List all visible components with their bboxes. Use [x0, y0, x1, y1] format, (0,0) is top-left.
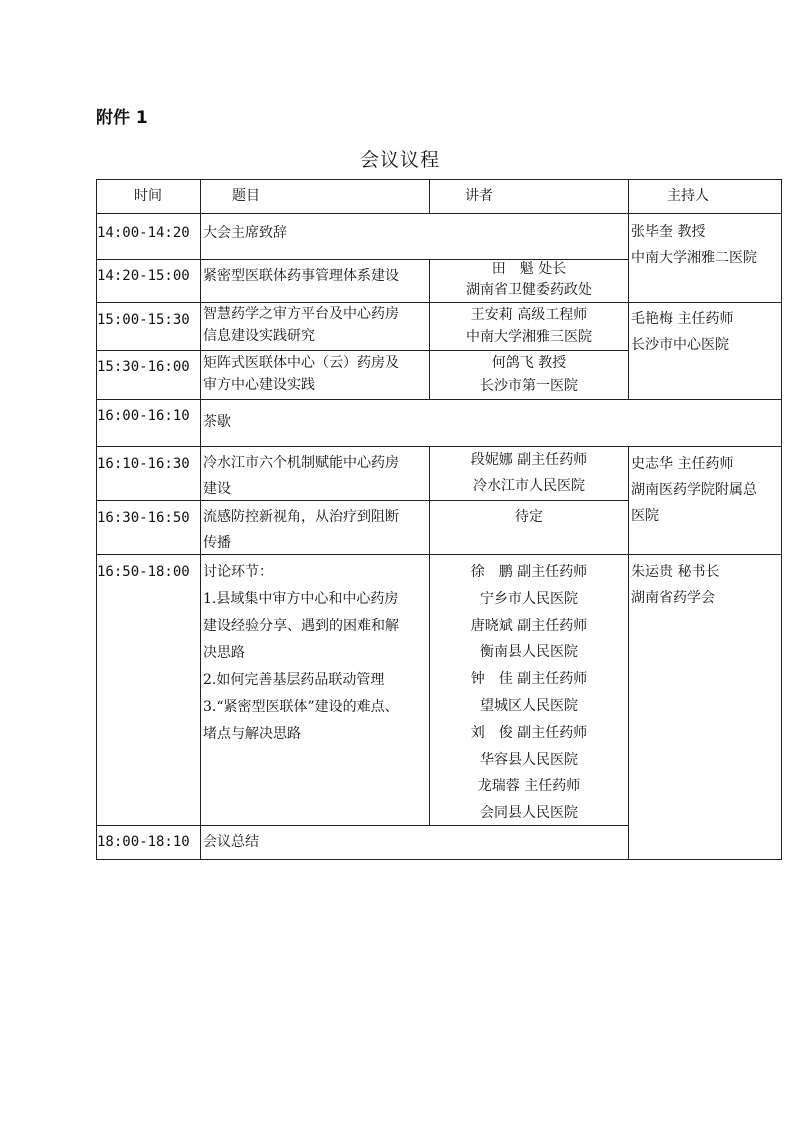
host-line: 毛艳梅 主任药师 [631, 311, 734, 327]
host-line: 湖南省药学会 [631, 590, 715, 606]
speaker-line: 长沙市第一医院 [480, 378, 578, 394]
topic-line: 矩阵式医联体中心（云）药房及 [203, 355, 399, 371]
time-cell: 18:00-18:10 [97, 834, 190, 850]
table-border-top [96, 179, 782, 180]
speaker-line: 唐晓斌 副主任药师 [470, 617, 588, 634]
header-topic: 题目 [232, 188, 260, 204]
host-cell [631, 219, 757, 271]
speaker-line: 钟 佳 副主任药师 [470, 671, 588, 688]
topic-line: 1.县域集中审方中心和中心药房 [203, 591, 399, 607]
host-cell [631, 306, 733, 358]
time-cell: 14:20-15:00 [97, 268, 190, 284]
row-line [96, 350, 629, 351]
topic-line: 建设经验分享、遇到的困难和解 [203, 618, 399, 634]
time-cell: 16:50-18:00 [97, 564, 190, 580]
topic-line: 传播 [203, 535, 231, 551]
attachment-label: 附件 1 [96, 108, 148, 128]
topic-line: 冷水江市六个机制赋能中心药房 [203, 455, 399, 471]
topic-cell: 大会主席致辞 [203, 225, 287, 241]
topic-line: 建设 [203, 481, 231, 497]
topic-cell: 茶歇 [203, 414, 231, 430]
time-cell: 14:00-14:20 [97, 225, 190, 241]
topic-line: 堵点与解决思路 [203, 726, 301, 742]
speaker-cell [429, 304, 629, 348]
header-speaker: 讲者 [465, 188, 493, 204]
topic-cell [203, 352, 399, 396]
host-line: 朱运贵 秘书长 [631, 564, 720, 580]
time-cell: 15:00-15:30 [97, 312, 190, 328]
speaker-line: 衡南县人民医院 [480, 644, 578, 661]
divider-time [200, 179, 201, 860]
row-line [96, 302, 782, 303]
topic-cell: 紧密型医联体药事管理体系建设 [203, 268, 399, 284]
topic-cell [203, 303, 399, 347]
host-line: 张毕奎 教授 [631, 224, 706, 240]
speaker-line: 段妮娜 副主任药师 [470, 452, 588, 468]
speaker-cell [429, 259, 629, 301]
topic-line: 流感防控新视角，从治疗到阻断 [203, 509, 399, 525]
header-time: 时间 [134, 188, 162, 204]
host-cell [631, 451, 757, 529]
host-line: 湖南医药学院附属总 [631, 482, 757, 498]
speaker-cell [429, 447, 629, 499]
speaker-cell [429, 559, 629, 827]
speaker-line: 会同县人民医院 [480, 805, 578, 822]
time-cell: 16:30-16:50 [97, 510, 190, 526]
topic-cell: 会议总结 [203, 834, 259, 850]
topic-line: 决思路 [203, 645, 245, 661]
topic-line: 信息建设实践研究 [203, 328, 315, 344]
speaker-line: 何鸽飞 教授 [491, 355, 567, 371]
host-line: 中南大学湘雅二医院 [631, 250, 757, 266]
topic-line: 审方中心建设实践 [203, 377, 315, 393]
speaker-line: 望城区人民医院 [480, 697, 578, 714]
table-border-bottom [96, 859, 782, 860]
speaker-line: 华容县人民医院 [480, 751, 578, 768]
speaker-line: 刘 俊 副主任药师 [470, 724, 588, 741]
speaker-line: 田 魁 处长 [491, 261, 567, 277]
speaker-line: 徐 鹏 副主任药师 [470, 564, 588, 580]
time-cell: 16:00-16:10 [97, 408, 190, 424]
topic-line: 智慧药学之审方平台及中心药房 [203, 306, 399, 322]
row-line [96, 213, 782, 214]
speaker-line: 湖南省卫健委药政处 [466, 282, 592, 298]
page-title: 会议议程 [359, 149, 440, 171]
time-cell: 16:10-16:30 [97, 456, 190, 472]
speaker-line: 冷水江市人民医院 [473, 478, 585, 494]
speaker-cell: 待定 [515, 509, 543, 525]
row-line [96, 554, 782, 555]
topic-line: 2.如何完善基层药品联动管理 [203, 672, 385, 688]
table-border-right [781, 179, 782, 860]
topic-cell [203, 559, 399, 748]
speaker-line: 中南大学湘雅三医院 [466, 329, 592, 345]
host-line: 医院 [631, 508, 659, 524]
header-host: 主持人 [667, 188, 709, 204]
host-line: 史志华 主任药师 [631, 456, 734, 472]
speaker-cell [429, 352, 629, 398]
topic-line: 3.“紧密型医联体”建设的难点、 [203, 699, 399, 715]
topic-cell [203, 504, 399, 556]
topic-cell [203, 450, 399, 502]
speaker-line: 王安莉 高级工程师 [470, 307, 588, 323]
topic-line: 讨论环节： [203, 564, 273, 580]
row-line [96, 399, 782, 400]
speaker-line: 宁乡市人民医院 [480, 590, 578, 607]
time-cell: 15:30-16:00 [97, 359, 190, 375]
host-cell [631, 559, 719, 611]
host-line: 长沙市中心医院 [631, 337, 729, 353]
speaker-line: 龙瑞蓉 主任药师 [477, 778, 581, 795]
